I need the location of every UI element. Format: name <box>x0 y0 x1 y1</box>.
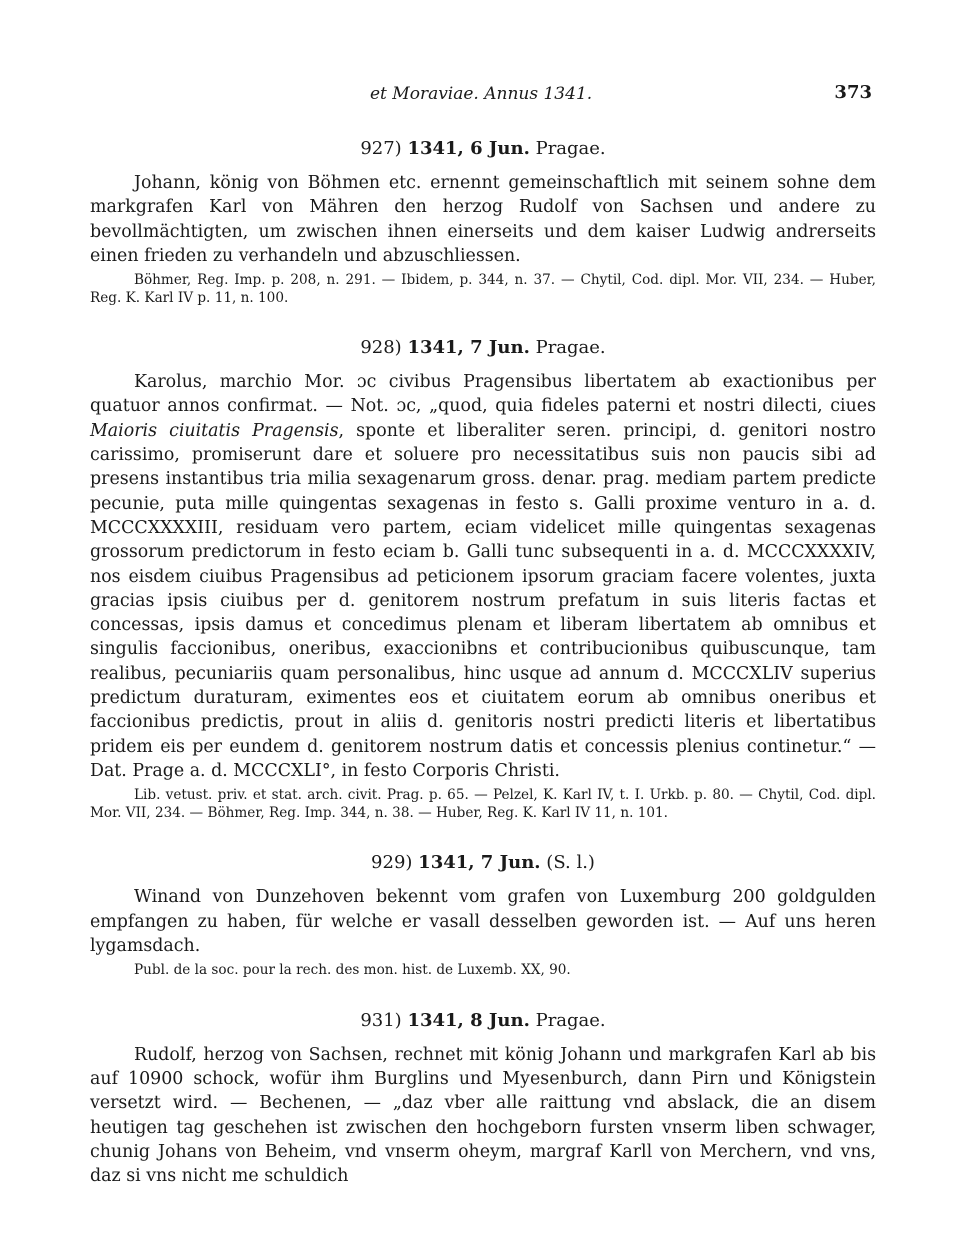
entry-place: Pragae. <box>535 138 606 159</box>
entry-source: Böhmer, Reg. Imp. p. 208, n. 291. — Ibidem, p. 344, n. 37. — Chytil, Cod. dipl. Mor. VII, 234. — Huber, Reg. K. Karl IV p. 11, n. 100. <box>90 272 876 306</box>
page-number: 373 <box>834 82 872 103</box>
entry-place: (S. l.) <box>546 852 595 874</box>
running-title: et Moraviae. Annus 1341. <box>370 84 593 104</box>
entry-text-part: Karolus, marchio Mor. ɔc civibus Pragensibus libertatem ab exactionibus per quatuor annos confirmat. — Not. ɔc, „quod, quia fideles paterni et nostri dilecti, ciues <box>90 372 876 417</box>
entry-text <box>90 370 876 783</box>
entry-text: Winand von Dunzehoven bekennt vom grafen von Luxemburg 200 goldgulden empfangen zu haben, für welche er vasall desselben geworden ist. — Auf uns heren lygamsdach. <box>90 887 876 956</box>
regest-entry-929 <box>90 852 876 979</box>
entry-text: Johann, könig von Böhmen etc. ernennt gemeinschaftlich mit seinem sohne dem markgrafen Karl von Mähren den herzog Rudolf von Sachsen und andere zu bevollmächtigten, um zwischen ihnen einerseits und dem kaiser Ludwig andrerseits einen frieden zu verhandeln und abzuschliessen. <box>90 173 876 266</box>
regest-entry-928 <box>90 337 876 822</box>
entry-number: 929) <box>371 852 413 874</box>
entry-source: Lib. vetust. priv. et stat. arch. civit. Prag. p. 65. — Pelzel, K. Karl IV, t. I. Urkb. p. 80. — Chytil, Cod. dipl. Mor. VII, 234. — Böhmer, Reg. Imp. 344, n. 38. — Huber, Reg. K. Karl IV 11, n. 101. <box>90 787 876 821</box>
entry-text-part: , sponte et liberaliter seren. principi, d. genitori nostro carissimo, promiserunt dare et soluere pro necessitatibus suis non paucis sibi ad presens instantibus tria milia sexagenarum gross. denar. prag. mediam partem predicte pecunie, puta mille quingentas sexagenas in festo s. Galli proxime venturo in a. d. MCCCXXXXIII, residuam vero partem, eciam videlicet mille quingentas sexagenas grossorum predictorum in festo eciam b. Galli tunc subsequenti in a. d. MCCCXXXXIV, nos eisdem ciuibus Pragensibus ad peticionem ipsorum graciam facere volentes, juxta gracias ipsis ciuibus per d. genitorem nostrum prefatum in suis literis factas et concessas, ipsis damus et concedimus plenam et liberam libertatem ab omnibus et singulis faccionibus, oneribus, exaccionibns et contribucionibus quibuscunque, tam realibus, pecuniariis quam personalibus, hinc usque ad annum d. MCCCXLIV superius predictum duraturam, eximentes eos et ciuitatem eorum ab omnibus oneribus et faccionibus predictis, prout in aliis d. genitoris nostri predicti literis et libertatibus pridem eis per eundem d. genitorem nostrum datis et concessis plenius continetur.“ — Dat. Prage a. d. MCCCXLI°, in festo Corporis Christi. <box>90 420 876 781</box>
entry-date: 1341, 7 Jun. <box>418 852 541 874</box>
entry-heading <box>90 138 876 159</box>
entry-place: Pragae. <box>535 1009 606 1031</box>
entry-text-italic: Maioris ciuitatis Pragensis <box>90 420 339 441</box>
entry-source: Publ. de la soc. pour la rech. des mon. hist. de Luxemb. XX, 90. <box>134 962 571 979</box>
entry-heading <box>90 1010 876 1031</box>
regest-entry-927 <box>90 138 876 307</box>
regest-entry-931 <box>90 1010 876 1189</box>
entry-heading <box>90 337 876 358</box>
entry-number: 928) <box>360 337 402 359</box>
document-page <box>90 78 876 1188</box>
entry-date: 1341, 6 Jun. <box>407 138 530 159</box>
entry-number: 927) <box>360 138 402 159</box>
entry-text: Rudolf, herzog von Sachsen, rechnet mit könig Johann und markgrafen Karl ab bis auf 10900 schock, wofür ihm Burglins und Myesenburch, dann Pirn und Königstein versetzt wird. — Bechenen, — „daz vber alle raittung vnd abslack, die an disem heutigen tag geschehen ist zwischen den hochgeborn fursten vnserm liben schwager, chunig Johans von Beheim, vnd vnserm oheym, margraf Karll von Merchern, vnd vns, daz si vns nicht me schuldich <box>90 1044 876 1187</box>
entry-number: 931) <box>360 1009 402 1031</box>
entry-date: 1341, 8 Jun. <box>407 1009 530 1031</box>
entry-heading <box>90 852 876 873</box>
entry-date: 1341, 7 Jun. <box>407 337 530 359</box>
entry-place: Pragae. <box>535 337 606 359</box>
running-header <box>90 78 876 108</box>
